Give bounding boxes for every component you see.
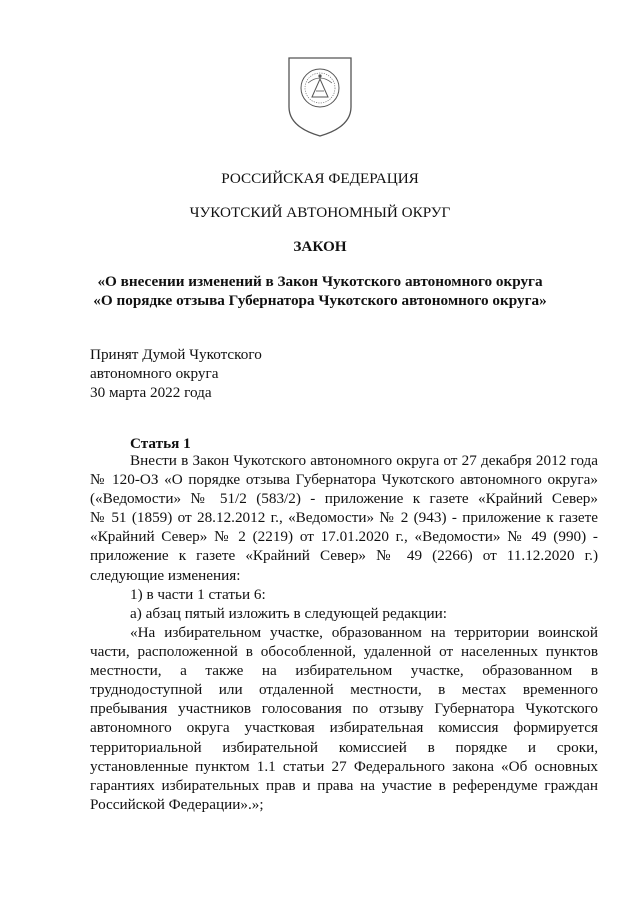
- sub-item-a: [90, 604, 598, 623]
- paragraph-line: территориальной избирательной комиссией в порядке и сроки,: [90, 738, 598, 756]
- paragraph-line: «На избирательном участке, образованном на территории воинской: [130, 624, 598, 641]
- paragraph-line: Российской Федерации».»;: [90, 795, 264, 813]
- paragraph-line: местности, а также на избирательном участке, образованном в: [90, 662, 598, 680]
- law-title: [0, 272, 640, 310]
- paragraph-line: части, расположенной в обособленной, удаленной от населенных пунктов: [90, 643, 598, 661]
- article-heading: Статья 1: [130, 435, 191, 452]
- paragraph-line: («Ведомости» № 51/2 (583/2) - приложение к газете «Крайний Север»: [90, 490, 598, 508]
- adoption-line: Принят Думой Чукотского: [90, 346, 262, 363]
- paragraph-line: труднодоступной или отдаленной местности, в местах временного: [90, 681, 598, 699]
- adoption-note: [90, 345, 262, 402]
- sub-item-text: а) абзац пятый изложить в следующей редакции:: [130, 605, 447, 622]
- list-item-text: 1) в части 1 статьи 6:: [130, 586, 266, 603]
- quoted-paragraph: [90, 623, 598, 814]
- list-item-1: [90, 585, 598, 604]
- paragraph-line: гарантиях избирательных прав и права на участие в референдуме граждан: [90, 776, 598, 794]
- paragraph-line: Внести в Закон Чукотского автономного округа от 27 декабря 2012 года: [130, 452, 598, 469]
- law-title-line: «О порядке отзыва Губернатора Чукотского автономного округа»: [93, 292, 547, 309]
- federation-heading: РОССИЙСКАЯ ФЕДЕРАЦИЯ: [221, 170, 419, 187]
- paragraph-line: автономного округа участковая избирательная комиссия формируется: [90, 719, 598, 737]
- paragraph-line: «Крайний Север» № 2 (2219) от 17.01.2020 г., «Ведомости» № 49 (990) -: [90, 528, 598, 546]
- paragraph-line: установленные пунктом 1.1 статьи 27 Федерального закона «Об основных: [90, 757, 598, 775]
- adoption-line: автономного округа: [90, 365, 219, 382]
- region-heading: ЧУКОТСКИЙ АВТОНОМНЫЙ ОКРУГ: [189, 204, 451, 221]
- document-type-heading: ЗАКОН: [293, 238, 347, 255]
- paragraph-line: следующие изменения:: [90, 566, 241, 584]
- paragraph-line: приложение к газете «Крайний Север» № 49 (2266) от 11.12.2020 г.): [90, 547, 598, 565]
- coat-of-arms-icon: [286, 55, 354, 139]
- law-title-line: «О внесении изменений в Закон Чукотского автономного округа: [97, 273, 543, 290]
- paragraph-line: № 51 (1859) от 28.12.2012 г., «Ведомости» № 2 (943) - приложение к газете: [90, 509, 598, 527]
- paragraph-line: пребывания участников голосования по отзыву Губернатора Чукотского: [90, 700, 598, 718]
- adoption-line: 30 марта 2022 года: [90, 384, 212, 401]
- paragraph-line: № 120-ОЗ «О порядке отзыва Губернатора Чукотского автономного округа»: [90, 471, 598, 489]
- article-intro-paragraph: [90, 451, 598, 585]
